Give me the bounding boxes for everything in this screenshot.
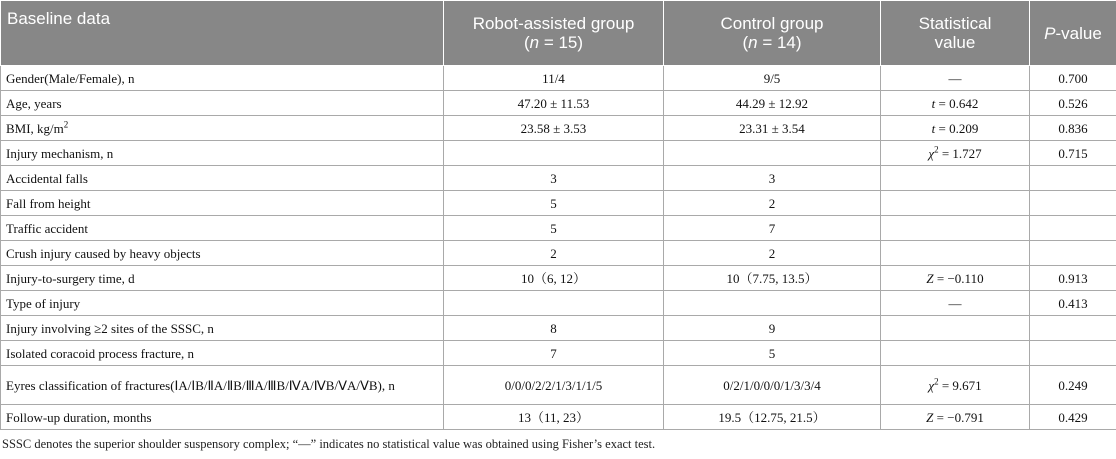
robot-value: [444, 141, 664, 166]
row-label: Age, years: [1, 91, 444, 116]
p-value: 0.526: [1030, 91, 1116, 116]
p-value: 0.429: [1030, 405, 1116, 430]
control-value: [664, 141, 881, 166]
table-row: [1, 91, 1116, 116]
row-label: Fall from height: [1, 191, 444, 216]
robot-value: 13（11, 23）: [444, 405, 664, 430]
control-value: 19.5（12.75, 21.5）: [664, 405, 881, 430]
header-control-group: Control group (n = 14): [664, 1, 881, 66]
control-value: 23.31 ± 3.54: [664, 116, 881, 141]
stat-value: [881, 216, 1030, 241]
p-value: 0.249: [1030, 366, 1116, 405]
control-value: 44.29 ± 12.92: [664, 91, 881, 116]
p-value: [1030, 166, 1116, 191]
row-label: Eyres classification of fractures(ⅠA/ⅠB/ⅡA/ⅡB/ⅢA/ⅢB/ⅣA/ⅣB/ⅤA/ⅤB), n: [1, 366, 444, 405]
row-label: Crush injury caused by heavy objects: [1, 241, 444, 266]
robot-value: 5: [444, 216, 664, 241]
stat-value: [881, 341, 1030, 366]
p-value: 0.413: [1030, 291, 1116, 316]
stat-value: $\chi^2 = 9.671$: [881, 366, 1030, 405]
control-value: 2: [664, 241, 881, 266]
header-robot-group: Robot-assisted group (n = 15): [444, 1, 664, 66]
row-label: Injury-to-surgery time, d: [1, 266, 444, 291]
stat-value: t = 0.642: [881, 91, 1030, 116]
table-row: [1, 66, 1116, 91]
stat-value: —: [881, 291, 1030, 316]
stat-value: $\chi^2 = 1.727$: [881, 141, 1030, 166]
control-value: 9/5: [664, 66, 881, 91]
control-value: 0/2/1/0/0/0/1/3/3/4: [664, 366, 881, 405]
control-value: 9: [664, 316, 881, 341]
stat-value: [881, 191, 1030, 216]
header-baseline-data: Baseline data: [1, 1, 444, 66]
table-row: [1, 266, 1116, 291]
control-value: 5: [664, 341, 881, 366]
row-label: BMI, $kg/m^2$: [1, 116, 444, 141]
p-value: [1030, 241, 1116, 266]
row-label: Accidental falls: [1, 166, 444, 191]
p-value: 0.700: [1030, 66, 1116, 91]
control-value: 10（7.75, 13.5）: [664, 266, 881, 291]
control-value: 7: [664, 216, 881, 241]
row-label: Traffic accident: [1, 216, 444, 241]
robot-value: 10（6, 12）: [444, 266, 664, 291]
table-row: [1, 341, 1116, 366]
header-statistical-value: Statistical value: [881, 1, 1030, 66]
stat-value: Z = −0.110: [881, 266, 1030, 291]
row-label: Gender(Male/Female), n: [1, 66, 444, 91]
table-row: [1, 291, 1116, 316]
robot-value: 11/4: [444, 66, 664, 91]
stat-value: [881, 241, 1030, 266]
table-header-row: [1, 1, 1116, 66]
robot-value: 5: [444, 191, 664, 216]
robot-value: 47.20 ± 11.53: [444, 91, 664, 116]
row-label: Follow-up duration, months: [1, 405, 444, 430]
table-row: [1, 405, 1116, 430]
stat-value: —: [881, 66, 1030, 91]
row-label: Isolated coracoid process fracture, n: [1, 341, 444, 366]
table-row: [1, 366, 1116, 405]
header-p-value: P-value: [1030, 1, 1116, 66]
p-value: 0.913: [1030, 266, 1116, 291]
robot-value: 3: [444, 166, 664, 191]
p-value: 0.836: [1030, 116, 1116, 141]
robot-value: 0/0/0/2/2/1/3/1/1/5: [444, 366, 664, 405]
row-label: Type of injury: [1, 291, 444, 316]
robot-value: 23.58 ± 3.53: [444, 116, 664, 141]
table-row: [1, 216, 1116, 241]
p-value: [1030, 216, 1116, 241]
table-row: [1, 316, 1116, 341]
p-value: 0.715: [1030, 141, 1116, 166]
p-value: [1030, 316, 1116, 341]
table-row: [1, 241, 1116, 266]
robot-value: [444, 291, 664, 316]
table-row: [1, 166, 1116, 191]
table-row: [1, 141, 1116, 166]
robot-value: 2: [444, 241, 664, 266]
robot-value: 7: [444, 341, 664, 366]
p-value: [1030, 341, 1116, 366]
p-value: [1030, 191, 1116, 216]
table-row: [1, 191, 1116, 216]
robot-value: 8: [444, 316, 664, 341]
control-value: 3: [664, 166, 881, 191]
control-value: [664, 291, 881, 316]
stat-value: Z = −0.791: [881, 405, 1030, 430]
stat-value: [881, 166, 1030, 191]
row-label: Injury mechanism, n: [1, 141, 444, 166]
table-footnote: SSSC denotes the superior shoulder suspensory complex; “—” indicates no statistical value was obtained using Fisher’s exact test.: [2, 437, 656, 451]
row-label: Injury involving ≥2 sites of the SSSC, n: [1, 316, 444, 341]
control-value: 2: [664, 191, 881, 216]
table-row: [1, 116, 1116, 141]
stat-value: t = 0.209: [881, 116, 1030, 141]
stat-value: [881, 316, 1030, 341]
